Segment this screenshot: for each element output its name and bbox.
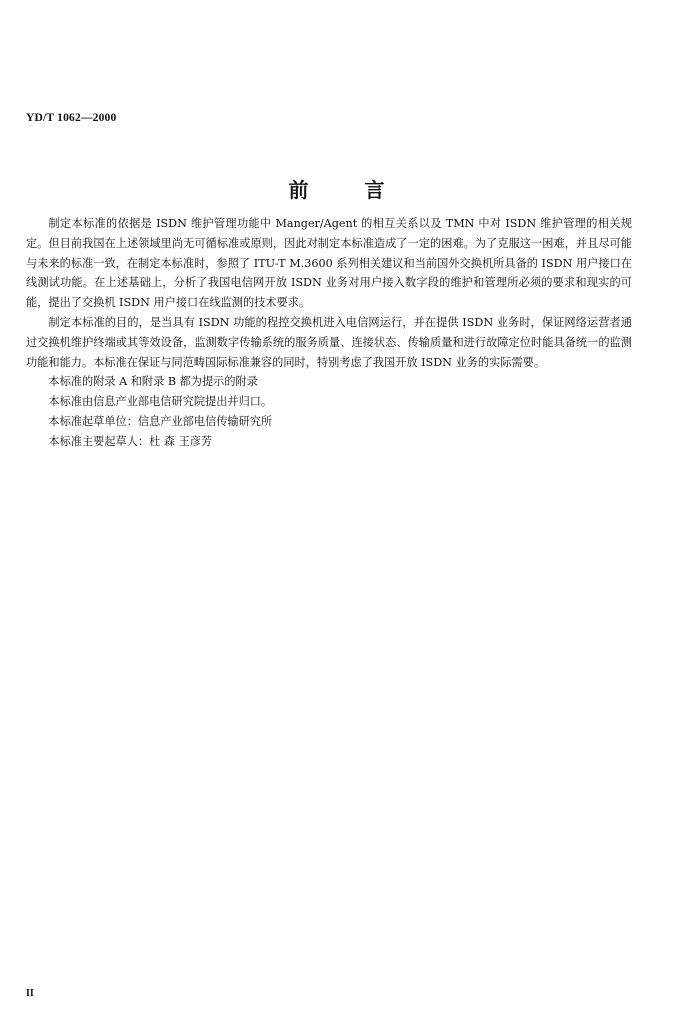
appendix-note: 本标准的附录 A 和附录 B 都为提示的附录 <box>48 375 258 389</box>
foreword-paragraph: 制定本标准的依据是 ISDN 维护管理功能中 Manger/Agent 的相互关系以及 TMN 中对 ISDN 维护管理的相关规定。但目前我国在上述领域里尚无可循标准或原则，因此对制定本标准造成了一定的困难。为了克服这一困难，并且尽可能与未来的标准一致，在制定本标准时，参照了 ITU-T M.3600 系列相关建议和当前国外交换机所具备的 ISDN 用户接口在线测试功能。在上述基础上，分析了我国电信网开放 ISDN 业务对用户接入数字段的维护和管理所必须的要求和现实的可能，提出了交换机 ISDN 用户接口在线监测的技术要求。 <box>26 217 632 310</box>
foreword-body <box>26 214 632 452</box>
drafting-unit-note: 本标准起草单位：信息产业部电信传输研究所 <box>48 414 273 428</box>
standard-code: YD/T 1062—2000 <box>26 112 117 124</box>
drafters-note: 本标准主要起草人：杜 森 王彦芳 <box>48 434 213 448</box>
proposer-note: 本标准由信息产业部电信研究院提出并归口。 <box>48 395 273 409</box>
page-title: 前言 <box>288 178 441 202</box>
foreword-paragraph: 制定本标准的目的，是当具有 ISDN 功能的程控交换机进入电信网运行，并在提供 ISDN 业务时，保证网络运营者通过交换机维护终端或其等效设备，监测数字传输系统的服务质量、连接状态、传输质量和进行故障定位时能具备统一的监测功能和能力。本标准在保证与同范畴国际标准兼容的同时，特别考虑了我国开放 ISDN 业务的实际需要。 <box>26 315 632 369</box>
page-number: II <box>26 988 34 999</box>
